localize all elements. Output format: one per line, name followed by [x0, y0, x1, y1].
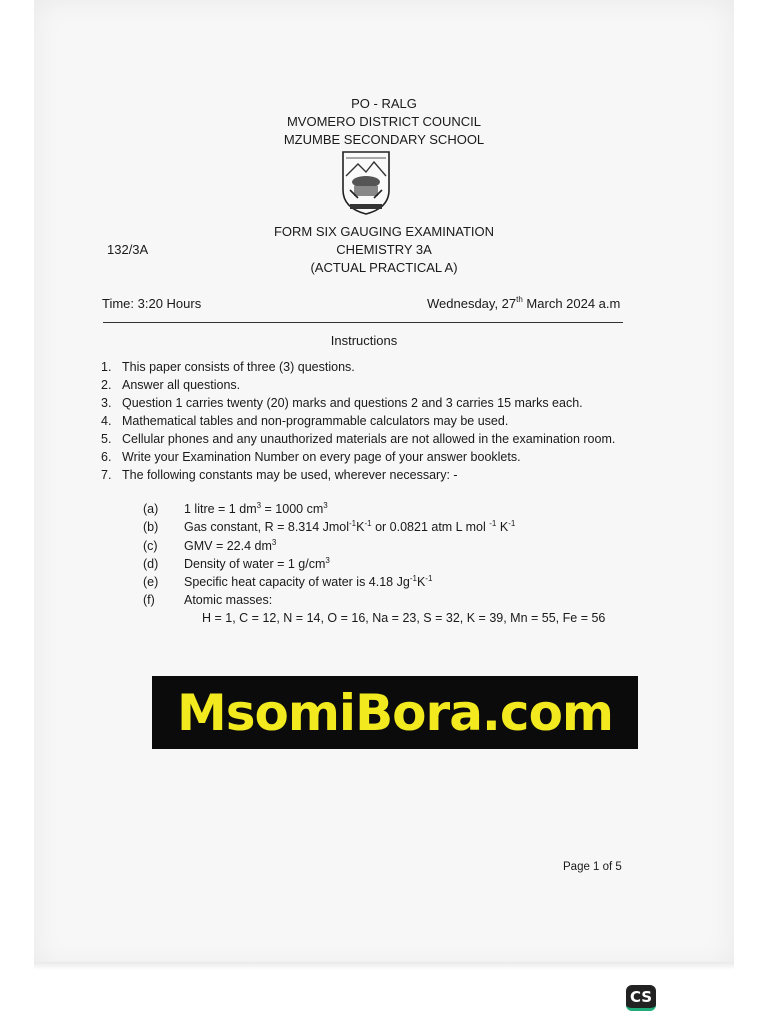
exam-subject: CHEMISTRY 3A — [336, 242, 432, 257]
exam-date: Wednesday, 27th March 2024 a.m — [427, 295, 621, 311]
divider — [103, 322, 623, 323]
exam-title: FORM SIX GAUGING EXAMINATION — [273, 224, 495, 239]
list-item: 3. Question 1 carries twenty (20) marks and questions 2 and 3 carries 15 marks each. — [101, 396, 583, 410]
banner-text: MsomiBora.com — [176, 683, 614, 742]
list-item: 5. Cellular phones and any unauthorized materials are not allowed in the examination room. — [101, 432, 616, 446]
school-crest-icon — [340, 150, 392, 216]
instructions-title: Instructions — [330, 333, 398, 348]
page-edge — [34, 962, 734, 970]
exam-time: Time: 3:20 Hours — [102, 296, 202, 311]
list-item: 6. Write your Examination Number on every page of your answer booklets. — [101, 450, 521, 464]
header-line-2: MVOMERO DISTRICT COUNCIL — [286, 114, 482, 129]
list-item: 4. Mathematical tables and non-programmable calculators may be used. — [101, 414, 509, 428]
header-line-1: PO - RALG — [351, 96, 417, 111]
list-item: 2. Answer all questions. — [101, 378, 241, 392]
list-item: 1. This paper consists of three (3) questions. — [101, 360, 355, 374]
camscanner-icon: CS — [626, 985, 656, 1011]
header-line-3: MZUMBE SECONDARY SCHOOL — [283, 132, 485, 147]
atomic-masses: H = 1, C = 12, N = 14, O = 16, Na = 23, S = 32, K = 39, Mn = 55, Fe = 56 — [202, 611, 606, 625]
watermark-banner — [152, 676, 638, 749]
paper-type: (ACTUAL PRACTICAL A) — [310, 260, 458, 275]
paper-code: 132/3A — [107, 242, 149, 257]
page-number: Page 1 of 5 — [563, 861, 622, 873]
list-item: 7. The following constants may be used, wherever necessary: - — [101, 468, 458, 482]
instructions-list — [101, 358, 641, 484]
